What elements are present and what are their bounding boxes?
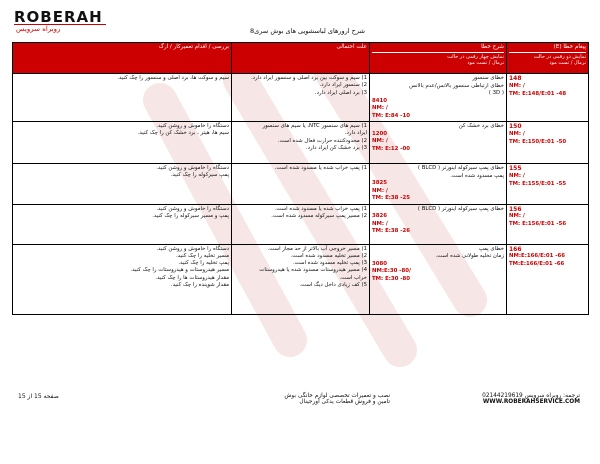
footer-contact [482, 393, 580, 405]
action-cell [13, 122, 232, 164]
fault-code-value: TM: E:38 -26 [372, 228, 411, 234]
fault-code-value: NM:E:30 -80/ [372, 268, 411, 274]
footer-services [250, 393, 390, 405]
error-code-cell [507, 164, 589, 205]
action-cell [13, 204, 232, 244]
cause-cell-line: 1) پمپ خراب شده یا مسدود شده است. [274, 165, 367, 171]
fault-code-value: 3080 [372, 260, 388, 267]
error-code-cell-value: 155 [509, 165, 522, 172]
table-row [13, 244, 589, 314]
error-code-cell-value: NM: / [509, 213, 525, 220]
action-cell-line: دستگاه را خاموش و روشن کنید. [156, 205, 229, 212]
cause-cell-line: 5) کف زیادی داخل دیگ است. [299, 281, 367, 288]
fault-code-value: TM: E:38 -25 [372, 195, 411, 201]
header-cause: علت احتمالی [232, 43, 370, 74]
cause-cell-line: 1) پمپ خراب شده یا مسدود شده است. [274, 205, 367, 212]
page-number: صفحه 15 از 15 [18, 393, 59, 400]
cause-cell-line: 2) مسیر تخلیه مسدود شده است. [290, 252, 367, 259]
logo [14, 8, 106, 33]
error-code-cell [507, 122, 589, 164]
action-cell-line: پمپ تخلیه را چک کنید. [178, 260, 229, 267]
fault-code-value: 3826 [372, 213, 388, 219]
cause-cell-line: 3) پمپ تخلیه مسدود شده است. [292, 260, 367, 267]
footer-translator: ترجمه: روبراه سرویس 02144219619 [482, 393, 580, 399]
fault-code-value: TM: E:30 -80 [372, 275, 411, 282]
error-code-cell [507, 74, 589, 122]
error-code-cell-value: NM: / [509, 82, 525, 89]
table-row [13, 164, 589, 205]
error-code-cell [507, 204, 589, 244]
description-cell-line: پمپ مسدود شده است. [450, 172, 504, 179]
logo-brand: ROBERAH [14, 8, 103, 26]
table-row [13, 204, 589, 244]
cause-cell-line: ایراد دارد. [344, 130, 367, 137]
description-cell-line: خطای پمپ [478, 245, 504, 252]
error-code-cell-value: TM:E:166/E:01 -66 [509, 261, 565, 268]
description-cell [370, 164, 507, 205]
action-cell-line: دستگاه را خاموش و روشن کنید. [156, 123, 229, 129]
footer-line1: نصب و تعمیرات تخصصی لوازم خانگی بوش [284, 393, 390, 399]
fault-code-value: TM: E:12 -00 [372, 145, 411, 152]
action-cell [13, 164, 232, 205]
description-cell [370, 122, 507, 164]
cause-cell-line: 1) سیم و سوکت بین برد اصلی و سنسور ایراد دارد. [250, 75, 367, 81]
fault-code-value: NM: / [372, 105, 388, 111]
action-cell-line: دستگاه را خاموش و روشن کنید. [156, 245, 229, 252]
action-cell-line: سیم ها، هیتر ، برد خشک کن را چک کنید. [137, 130, 229, 137]
action-cell-line: دستگاه را خاموش و روشن کنید. [156, 165, 229, 171]
action-cell-line: مسیر هیدروستات و هیدروستات را چک کنید. [130, 267, 229, 274]
table-header [13, 43, 589, 74]
error-code-cell-value: TM: E:150/E:01 -50 [509, 138, 567, 145]
cause-cell-line: 2) مسیر پمپ سیرکوله مسدود شده است. [271, 212, 367, 219]
header-action: بررسی / اقدام تعمیرکار / ارگ [13, 43, 232, 74]
table-row [13, 122, 589, 164]
error-code-cell-value: 156 [509, 205, 522, 213]
action-cell-line: پمپ سیرکوله را چک کنید. [170, 172, 229, 179]
fault-code-value: TM: E:84 -10 [372, 112, 411, 119]
fault-code-value: 8410 [372, 97, 388, 104]
description-cell [370, 74, 507, 122]
cause-cell [232, 164, 370, 205]
fault-code-value: NM: / [372, 220, 388, 227]
action-cell [13, 74, 232, 122]
document-title: شرح ارورهای لباسشویی های بوش سری8 [250, 27, 365, 35]
cause-cell [232, 244, 370, 314]
action-cell-line: مقدار شوینده را چک کنید. [170, 281, 229, 288]
cause-cell-line: 4) مسیر هیدروستات مسدود شده یا هیدروستات [259, 267, 367, 274]
description-cell [370, 244, 507, 314]
error-code-cell-value: 166 [509, 245, 522, 253]
action-cell-line: مسیر تخلیه را چک کنید. [175, 252, 229, 259]
cause-cell-line: 3) برد خشک کن ایراد دارد. [305, 144, 367, 151]
cause-cell-line: 1) مسیر خروجی آب بالاتر از حد مجاز است. [267, 245, 367, 252]
error-code-cell-value: NM: / [509, 130, 525, 137]
header-error-code: پیغام خطا (E) نمایش دو رقمی در حالت نرمال / تست مود [507, 43, 589, 74]
cause-cell-line: 3) برد اصلی ایراد دارد. [314, 89, 367, 96]
fault-code-value: NM: / [372, 187, 388, 194]
error-code-cell-value: TM: E:155/E:01 -55 [509, 180, 567, 187]
table-row [13, 74, 589, 122]
description-cell-line: خطای پمپ سیرکوله اینورتر ( BLCD ) [417, 165, 504, 171]
action-cell-line: سیم و سوکت ها، برد اصلی و سنسور را چک کنید. [117, 75, 229, 81]
error-code-cell-value: TM: E:156/E:01 -56 [509, 221, 567, 228]
fault-code-value: 3825 [372, 180, 388, 186]
cause-cell-line: 2) سنسور ایراد دارد. [319, 82, 367, 89]
description-cell-line: ( 3D ) [488, 90, 504, 96]
logo-subtitle: روبراه سرویس [14, 24, 106, 33]
error-table [12, 42, 589, 315]
cause-cell [232, 74, 370, 122]
description-cell [370, 204, 507, 244]
action-cell [13, 244, 232, 314]
error-code-cell-value: TM: E:148/E:01 -48 [509, 90, 567, 97]
fault-code-value: 1200 [372, 130, 388, 137]
cause-cell [232, 122, 370, 164]
footer-line2: تامین و فروش قطعات یدکی اورجینال [299, 399, 390, 405]
cause-cell-line: 2) محدودکننده حرارت فعال شده است. [277, 137, 367, 144]
action-cell-line: مقدار هیدروستات ها را چک کنید. [155, 274, 229, 281]
header-description: شرح خطا نمایش چهار رقمی در حالت نرمال / تست مود [370, 43, 507, 74]
error-code-cell-value: 150 [509, 123, 522, 130]
cause-cell-line: خراب است. [339, 274, 367, 281]
description-cell-line: خطای پمپ سیرکوله اینورتر ( BLCD ) [417, 205, 504, 212]
description-cell-line: خطای برد خشک کن [458, 123, 504, 129]
error-code-cell [507, 244, 589, 314]
error-code-cell-value: 148 [509, 75, 522, 82]
footer-website[interactable]: WWW.ROBERAHSERVICE.COM [482, 399, 580, 405]
error-code-cell-value: NM: / [509, 172, 525, 179]
fault-code-value: NM: / [372, 138, 388, 144]
description-cell-line: زمان تخلیه طولانی شده است. [435, 253, 504, 259]
action-cell-line: پمپ و مسیر سیرکوله را چک کنید. [152, 212, 229, 219]
cause-cell [232, 204, 370, 244]
error-code-cell-value: NM:E:166/E:01 -66 [509, 253, 566, 260]
cause-cell-line: 1) سیم های سنسور NTC، یا سیم های سنسور [262, 123, 367, 129]
description-cell-line: خطای ارتباطی سنسور بالانس/عدم بالانس [409, 82, 504, 89]
description-cell-line: خطای سنسور [472, 75, 504, 81]
